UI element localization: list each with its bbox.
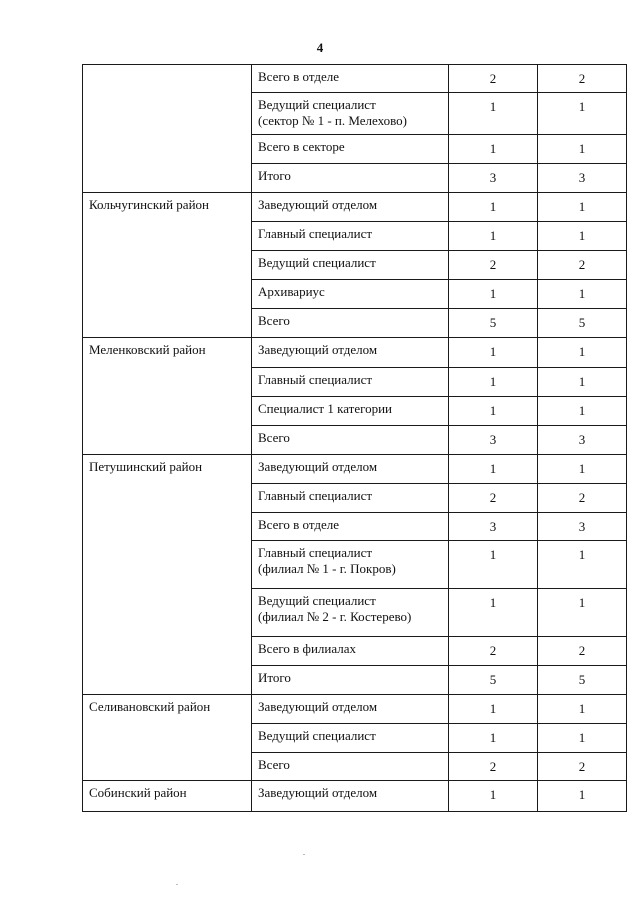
count-cell: 1 [449, 589, 538, 637]
count-cell: 3 [449, 164, 538, 193]
staffing-table [82, 64, 627, 812]
table-row [83, 193, 627, 222]
count-cell: 1 [538, 455, 627, 484]
position-cell [252, 724, 449, 753]
position-label: Всего [258, 313, 290, 328]
count-cell: 2 [449, 65, 538, 93]
position-cell [252, 589, 449, 637]
count-cell: 5 [449, 309, 538, 338]
position-label: Заведующий отделом [258, 197, 378, 212]
count-cell: 1 [449, 338, 538, 368]
position-cell [252, 397, 449, 426]
position-label: Архивариус [258, 284, 325, 299]
position-cell [252, 222, 449, 251]
position-cell [252, 193, 449, 222]
position-label: Всего в филиалах [258, 641, 356, 656]
position-label: Заведующий отделом [258, 699, 378, 714]
position-cell [252, 637, 449, 666]
position-label: Заведующий отделом [258, 459, 378, 474]
position-cell [252, 666, 449, 695]
table-row [83, 455, 627, 484]
table-row [83, 695, 627, 724]
position-label: Заведующий отделом [258, 342, 378, 357]
count-cell: 1 [449, 368, 538, 397]
position-cell [252, 164, 449, 193]
position-cell [252, 695, 449, 724]
position-label: Всего в отделе [258, 517, 339, 532]
position-label: Всего в отделе [258, 69, 339, 84]
count-cell: 1 [538, 781, 627, 812]
count-cell: 1 [538, 280, 627, 309]
count-cell: 1 [538, 397, 627, 426]
count-cell: 1 [538, 541, 627, 589]
position-cell [252, 513, 449, 541]
count-cell: 5 [449, 666, 538, 695]
count-cell: 1 [449, 397, 538, 426]
count-cell: 1 [449, 193, 538, 222]
count-cell: 3 [538, 426, 627, 455]
table-row [83, 65, 627, 93]
position-label: Всего [258, 430, 290, 445]
count-cell: 1 [449, 222, 538, 251]
count-cell: 2 [449, 484, 538, 513]
position-cell [252, 455, 449, 484]
count-cell: 1 [449, 93, 538, 135]
district-cell: Петушинский район [83, 455, 252, 695]
count-cell: 3 [449, 513, 538, 541]
position-label: Итого [258, 670, 291, 685]
position-label: Главный специалист [258, 545, 373, 560]
district-cell: Собинский район [83, 781, 252, 812]
count-cell: 1 [538, 135, 627, 164]
position-label: (филиал № 2 - г. Костерево) [258, 609, 412, 624]
count-cell: 5 [538, 309, 627, 338]
count-cell: 2 [538, 753, 627, 781]
position-label: Главный специалист [258, 488, 373, 503]
count-cell: 2 [449, 251, 538, 280]
position-label: Заведующий отделом [258, 785, 378, 800]
page-number: 4 [316, 40, 324, 55]
count-cell: 1 [538, 695, 627, 724]
count-cell: 5 [538, 666, 627, 695]
table-row [83, 338, 627, 368]
position-cell [252, 251, 449, 280]
position-label: Всего [258, 757, 290, 772]
table-row [83, 781, 627, 812]
position-cell [252, 280, 449, 309]
count-cell: 1 [538, 338, 627, 368]
position-cell [252, 541, 449, 589]
position-label: Ведущий специалист [258, 255, 376, 270]
district-cell: Кольчугинский район [83, 193, 252, 338]
position-cell [252, 368, 449, 397]
position-cell [252, 93, 449, 135]
count-cell: 1 [538, 724, 627, 753]
count-cell: 1 [538, 589, 627, 637]
scan-speck [303, 854, 305, 855]
district-cell [83, 65, 252, 193]
count-cell: 2 [538, 637, 627, 666]
count-cell: 1 [449, 724, 538, 753]
position-cell [252, 484, 449, 513]
position-label: Специалист 1 категории [258, 401, 393, 416]
count-cell: 1 [449, 455, 538, 484]
position-cell [252, 426, 449, 455]
position-cell [252, 781, 449, 812]
count-cell: 2 [449, 637, 538, 666]
count-cell: 2 [538, 484, 627, 513]
position-cell [252, 309, 449, 338]
position-label: Всего в секторе [258, 139, 345, 154]
count-cell: 1 [449, 135, 538, 164]
count-cell: 1 [449, 280, 538, 309]
position-label: Ведущий специалист [258, 593, 376, 608]
count-cell: 1 [449, 541, 538, 589]
count-cell: 3 [538, 164, 627, 193]
count-cell: 3 [538, 513, 627, 541]
count-cell: 1 [538, 222, 627, 251]
count-cell: 1 [449, 781, 538, 812]
position-label: (филиал № 1 - г. Покров) [258, 561, 396, 576]
position-label: Ведущий специалист [258, 97, 376, 112]
position-cell [252, 753, 449, 781]
position-cell [252, 338, 449, 368]
count-cell: 2 [538, 65, 627, 93]
scan-speck [176, 884, 178, 885]
count-cell: 1 [538, 193, 627, 222]
position-label: Главный специалист [258, 226, 373, 241]
position-label: Главный специалист [258, 372, 373, 387]
position-label: Ведущий специалист [258, 728, 376, 743]
position-cell [252, 135, 449, 164]
position-cell [252, 65, 449, 93]
district-cell: Меленковский район [83, 338, 252, 455]
count-cell: 1 [449, 695, 538, 724]
count-cell: 3 [449, 426, 538, 455]
count-cell: 2 [538, 251, 627, 280]
count-cell: 2 [449, 753, 538, 781]
position-label: (сектор № 1 - п. Мелехово) [258, 113, 407, 128]
position-label: Итого [258, 168, 291, 183]
count-cell: 1 [538, 368, 627, 397]
count-cell: 1 [538, 93, 627, 135]
staffing-table-body [83, 65, 627, 812]
district-cell: Селивановский район [83, 695, 252, 781]
